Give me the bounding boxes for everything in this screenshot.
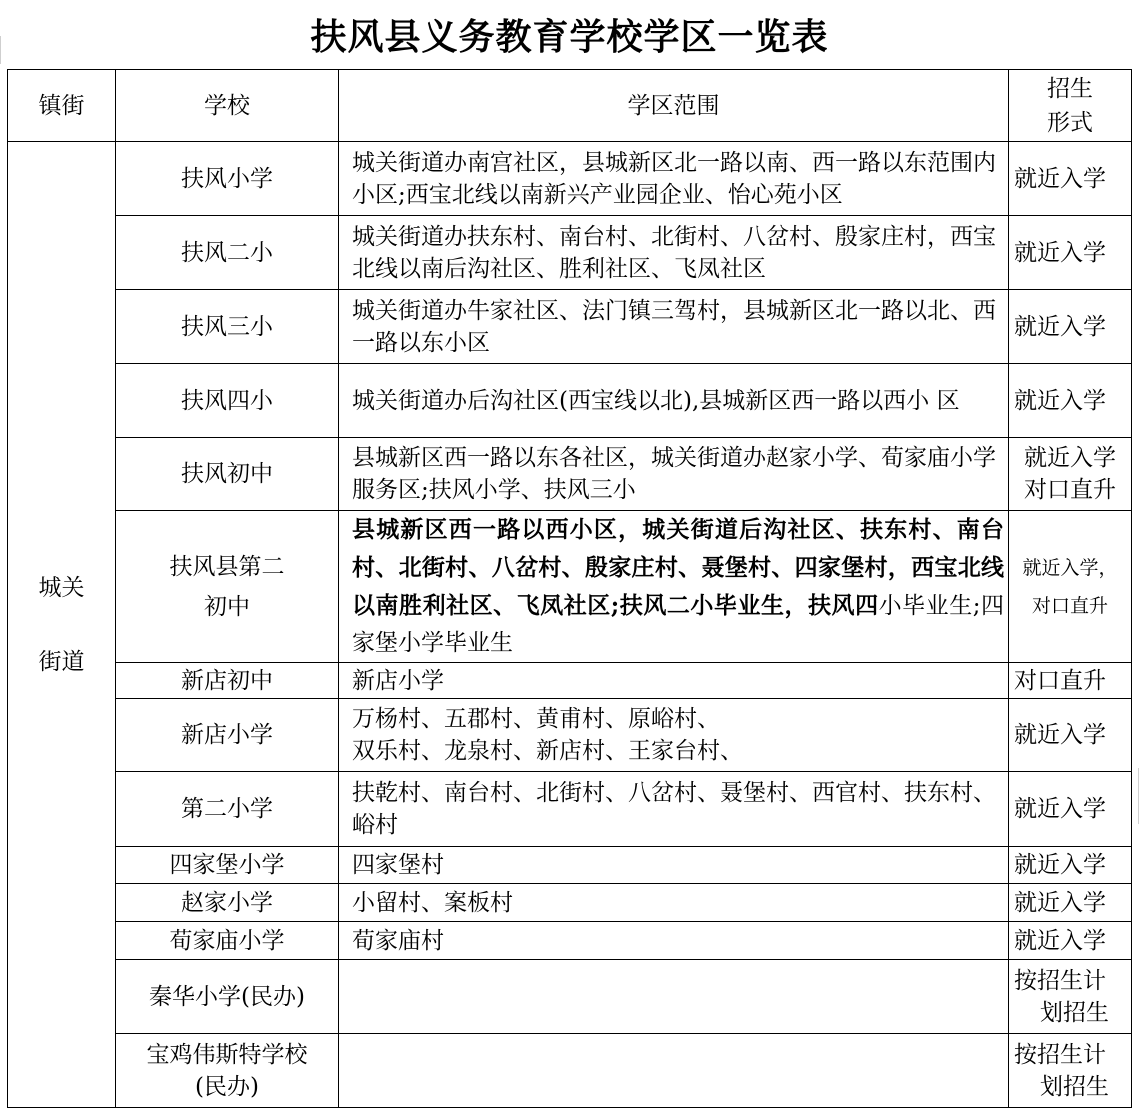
district-scope bbox=[339, 511, 1009, 663]
school-name bbox=[116, 1034, 339, 1108]
header-town: 镇街 bbox=[8, 70, 116, 142]
page-edge-marker bbox=[1135, 768, 1139, 824]
enrollment-mode-line2: 对口直升 bbox=[1031, 594, 1108, 617]
district-scope: 新店小学 bbox=[339, 663, 1009, 699]
enrollment-mode: 就近入学 bbox=[1009, 772, 1132, 847]
table-row bbox=[8, 1034, 1132, 1108]
table-row bbox=[8, 663, 1132, 699]
enrollment-mode: 就近入学 bbox=[1009, 884, 1132, 922]
enrollment-mode: 就近入学 bbox=[1009, 699, 1132, 772]
district-scope: 荀家庙村 bbox=[339, 922, 1009, 960]
school-name-line2: (民办) bbox=[195, 1073, 259, 1100]
district-scope-normal: 小毕业生;四家堡小学毕业生 bbox=[352, 593, 1004, 656]
school-name: 四家堡小学 bbox=[116, 847, 339, 884]
district-scope: 城关街道办后沟社区(西宝线以北),县城新区西一路以西小 区 bbox=[339, 364, 1009, 438]
school-name-line1: 扶风县第二 bbox=[169, 553, 285, 580]
enrollment-mode bbox=[1009, 438, 1132, 511]
enrollment-mode: 就近入学 bbox=[1009, 290, 1132, 364]
table-row bbox=[8, 142, 1132, 216]
table-row bbox=[8, 922, 1132, 960]
enrollment-mode-line2: 划招生 bbox=[1040, 999, 1109, 1026]
school-name: 扶风二小 bbox=[116, 216, 339, 290]
header-mode-line2: 形式 bbox=[1047, 109, 1093, 136]
town-cell bbox=[8, 142, 116, 1108]
table-row bbox=[8, 772, 1132, 847]
district-scope-line2: 双乐村、龙泉村、新店村、王家台村、 bbox=[352, 738, 743, 764]
school-name: 扶风小学 bbox=[116, 142, 339, 216]
table-row bbox=[8, 847, 1132, 884]
district-scope: 扶乾村、南台村、北街村、八岔村、聂堡村、西官村、扶东村、峪村 bbox=[339, 772, 1009, 847]
header-scope: 学区范围 bbox=[339, 70, 1009, 142]
enrollment-mode-line2: 对口直升 bbox=[1024, 477, 1116, 503]
enrollment-mode: 对口直升 bbox=[1009, 663, 1132, 699]
district-scope: 四家堡村 bbox=[339, 847, 1009, 884]
enrollment-mode: 就近入学 bbox=[1009, 922, 1132, 960]
district-scope-bold: 县城新区西一路以西小区，城关街道后沟社区、扶东村、南台村、北街村、八岔村、殷家庄村、聂堡村、四家堡村，西宝北线以南胜利社区、飞凤社区;扶风二小毕业生，扶风四 bbox=[352, 516, 1004, 619]
header-mode-line1: 招生 bbox=[1047, 75, 1093, 102]
table-row bbox=[8, 699, 1132, 772]
enrollment-mode bbox=[1009, 960, 1132, 1034]
school-name: 扶风初中 bbox=[116, 438, 339, 511]
table-row bbox=[8, 290, 1132, 364]
enrollment-mode: 就近入学 bbox=[1009, 847, 1132, 884]
table-row bbox=[8, 438, 1132, 511]
enrollment-mode: 就近入学 bbox=[1009, 142, 1132, 216]
header-mode bbox=[1009, 70, 1132, 142]
school-district-table bbox=[7, 69, 1132, 1108]
district-scope: 城关街道办牛家社区、法门镇三驾村，县城新区北一路以北、西一路以东小区 bbox=[339, 290, 1009, 364]
town-line1: 城关 bbox=[38, 574, 85, 601]
table-row bbox=[8, 216, 1132, 290]
enrollment-mode-line1: 按招生计 bbox=[1014, 1041, 1106, 1068]
district-scope-line1: 万杨村、五郡村、黄甫村、原峪村、 bbox=[352, 706, 720, 732]
school-name: 秦华小学(民办) bbox=[116, 960, 339, 1034]
school-name bbox=[116, 511, 339, 663]
enrollment-mode-line1: 就近入学， bbox=[1022, 556, 1118, 579]
district-scope: 小留村、案板村 bbox=[339, 884, 1009, 922]
school-name: 新店初中 bbox=[116, 663, 339, 699]
district-scope bbox=[339, 960, 1009, 1034]
enrollment-mode-line1: 就近入学 bbox=[1024, 445, 1116, 471]
district-scope: 县城新区西一路以东各社区，城关街道办赵家小学、荀家庙小学服务区;扶风小学、扶风三小 bbox=[339, 438, 1009, 511]
enrollment-mode-line1: 按招生计 bbox=[1014, 967, 1106, 994]
school-name: 第二小学 bbox=[116, 772, 339, 847]
enrollment-mode bbox=[1009, 1034, 1132, 1108]
enrollment-mode bbox=[1009, 511, 1132, 663]
school-name-line1: 宝鸡伟斯特学校 bbox=[146, 1041, 308, 1068]
enrollment-mode: 就近入学 bbox=[1009, 216, 1132, 290]
district-scope bbox=[339, 1034, 1009, 1108]
header-school: 学校 bbox=[116, 70, 339, 142]
school-name: 扶风三小 bbox=[116, 290, 339, 364]
district-scope: 城关街道办扶东村、南台村、北街村、八岔村、殷家庄村，西宝北线以南后沟社区、胜利社区、飞凤社区 bbox=[339, 216, 1009, 290]
table-row bbox=[8, 364, 1132, 438]
enrollment-mode: 就近入学 bbox=[1009, 364, 1132, 438]
table-header-row bbox=[8, 70, 1132, 142]
school-name: 赵家小学 bbox=[116, 884, 339, 922]
school-name-line2: 初中 bbox=[204, 593, 250, 620]
table-row bbox=[8, 960, 1132, 1034]
town-line2: 街道 bbox=[38, 648, 85, 675]
school-name: 扶风四小 bbox=[116, 364, 339, 438]
page-title: 扶风县义务教育学校学区一览表 bbox=[310, 17, 829, 58]
district-scope bbox=[339, 699, 1009, 772]
school-name: 荀家庙小学 bbox=[116, 922, 339, 960]
table-row bbox=[8, 884, 1132, 922]
district-scope: 城关街道办南宫社区，县城新区北一路以南、西一路以东范围内小区;西宝北线以南新兴产业园企业、怡心苑小区 bbox=[339, 142, 1009, 216]
school-name: 新店小学 bbox=[116, 699, 339, 772]
table-row bbox=[8, 511, 1132, 663]
enrollment-mode-line2: 划招生 bbox=[1040, 1073, 1109, 1100]
